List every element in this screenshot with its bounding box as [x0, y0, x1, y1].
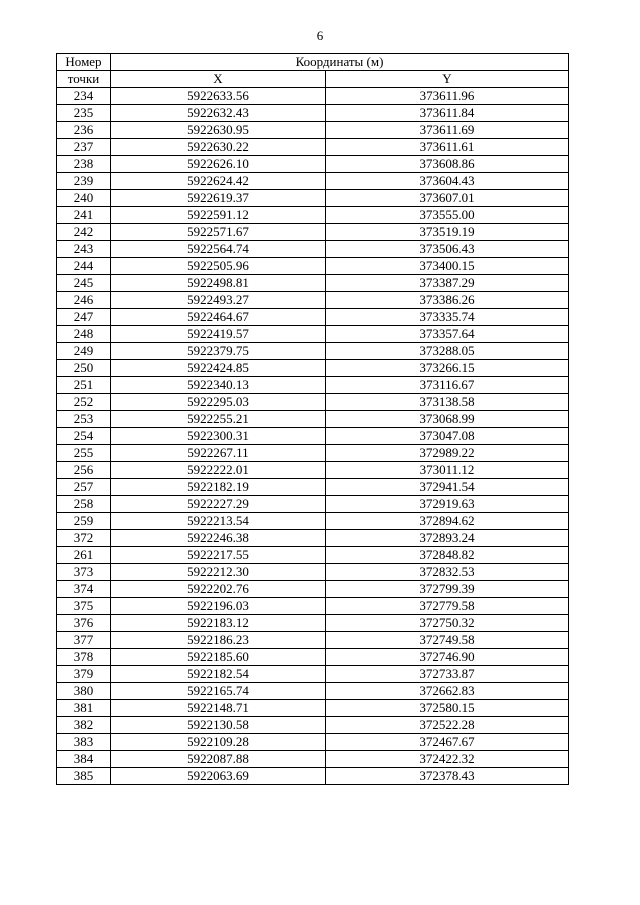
x-coordinate-cell: 5922624.42 [111, 173, 326, 190]
point-number-cell: 378 [57, 649, 111, 666]
point-number-cell: 234 [57, 88, 111, 105]
table-row [57, 530, 569, 547]
x-coordinate-cell: 5922182.54 [111, 666, 326, 683]
y-coordinate-cell: 372378.43 [326, 768, 569, 785]
y-coordinate-cell: 373611.84 [326, 105, 569, 122]
point-number-cell: 252 [57, 394, 111, 411]
y-coordinate-cell: 372522.28 [326, 717, 569, 734]
point-number-cell: 257 [57, 479, 111, 496]
x-coordinate-cell: 5922464.67 [111, 309, 326, 326]
x-coordinate-cell: 5922212.30 [111, 564, 326, 581]
x-coordinate-cell: 5922217.55 [111, 547, 326, 564]
point-number-cell: 248 [57, 326, 111, 343]
point-number-cell: 242 [57, 224, 111, 241]
table-body [57, 88, 569, 785]
point-number-cell: 249 [57, 343, 111, 360]
x-coordinate-cell: 5922186.23 [111, 632, 326, 649]
x-coordinate-cell: 5922505.96 [111, 258, 326, 275]
point-number-cell: 384 [57, 751, 111, 768]
table-row [57, 139, 569, 156]
point-number-cell: 374 [57, 581, 111, 598]
x-coordinate-cell: 5922419.57 [111, 326, 326, 343]
table-row [57, 122, 569, 139]
y-coordinate-cell: 373335.74 [326, 309, 569, 326]
y-coordinate-cell: 373288.05 [326, 343, 569, 360]
table-row [57, 564, 569, 581]
y-coordinate-cell: 372848.82 [326, 547, 569, 564]
table-row [57, 445, 569, 462]
y-coordinate-cell: 373047.08 [326, 428, 569, 445]
x-coordinate-cell: 5922626.10 [111, 156, 326, 173]
y-coordinate-cell: 372893.24 [326, 530, 569, 547]
x-coordinate-cell: 5922571.67 [111, 224, 326, 241]
x-coordinate-cell: 5922183.12 [111, 615, 326, 632]
y-coordinate-cell: 373611.69 [326, 122, 569, 139]
x-coordinate-cell: 5922255.21 [111, 411, 326, 428]
table-row [57, 734, 569, 751]
y-coordinate-cell: 373386.26 [326, 292, 569, 309]
table-row [57, 615, 569, 632]
coordinates-table [56, 53, 569, 785]
table-row [57, 173, 569, 190]
y-coordinate-cell: 373519.19 [326, 224, 569, 241]
table-row [57, 513, 569, 530]
point-number-cell: 244 [57, 258, 111, 275]
x-coordinate-cell: 5922109.28 [111, 734, 326, 751]
point-number-cell: 253 [57, 411, 111, 428]
y-coordinate-cell: 372799.39 [326, 581, 569, 598]
y-coordinate-cell: 373116.67 [326, 377, 569, 394]
table-row [57, 224, 569, 241]
point-number-cell: 247 [57, 309, 111, 326]
table-row [57, 768, 569, 785]
table-row [57, 598, 569, 615]
table-row [57, 581, 569, 598]
point-number-cell: 245 [57, 275, 111, 292]
point-number-cell: 375 [57, 598, 111, 615]
table-row [57, 496, 569, 513]
y-coordinate-cell: 373555.00 [326, 207, 569, 224]
point-number-cell: 373 [57, 564, 111, 581]
y-coordinate-cell: 373011.12 [326, 462, 569, 479]
y-coordinate-cell: 373611.61 [326, 139, 569, 156]
y-coordinate-cell: 373387.29 [326, 275, 569, 292]
point-number-cell: 381 [57, 700, 111, 717]
y-coordinate-cell: 373608.86 [326, 156, 569, 173]
table-row [57, 309, 569, 326]
table-row [57, 547, 569, 564]
point-number-cell: 383 [57, 734, 111, 751]
y-coordinate-cell: 373506.43 [326, 241, 569, 258]
table-row [57, 190, 569, 207]
header-coordinates: Координаты (м) [111, 54, 569, 71]
y-coordinate-cell: 372749.58 [326, 632, 569, 649]
table-row [57, 377, 569, 394]
point-number-cell: 238 [57, 156, 111, 173]
x-coordinate-cell: 5922591.12 [111, 207, 326, 224]
point-number-cell: 250 [57, 360, 111, 377]
point-number-cell: 239 [57, 173, 111, 190]
x-coordinate-cell: 5922202.76 [111, 581, 326, 598]
y-coordinate-cell: 373400.15 [326, 258, 569, 275]
x-coordinate-cell: 5922087.88 [111, 751, 326, 768]
point-number-cell: 382 [57, 717, 111, 734]
header-point-line2: точки [57, 71, 111, 88]
x-coordinate-cell: 5922267.11 [111, 445, 326, 462]
y-coordinate-cell: 372989.22 [326, 445, 569, 462]
point-number-cell: 376 [57, 615, 111, 632]
x-coordinate-cell: 5922630.95 [111, 122, 326, 139]
y-coordinate-cell: 372733.87 [326, 666, 569, 683]
page-number: 6 [316, 28, 324, 43]
header-y: Y [326, 71, 569, 88]
x-coordinate-cell: 5922063.69 [111, 768, 326, 785]
y-coordinate-cell: 373604.43 [326, 173, 569, 190]
x-coordinate-cell: 5922630.22 [111, 139, 326, 156]
x-coordinate-cell: 5922227.29 [111, 496, 326, 513]
point-number-cell: 377 [57, 632, 111, 649]
table-row [57, 649, 569, 666]
y-coordinate-cell: 372467.67 [326, 734, 569, 751]
x-coordinate-cell: 5922182.19 [111, 479, 326, 496]
y-coordinate-cell: 373357.64 [326, 326, 569, 343]
table-row [57, 275, 569, 292]
y-coordinate-cell: 372750.32 [326, 615, 569, 632]
y-coordinate-cell: 372919.63 [326, 496, 569, 513]
table-row [57, 207, 569, 224]
y-coordinate-cell: 373607.01 [326, 190, 569, 207]
point-number-cell: 380 [57, 683, 111, 700]
header-x: X [111, 71, 326, 88]
x-coordinate-cell: 5922564.74 [111, 241, 326, 258]
table-row [57, 394, 569, 411]
point-number-cell: 235 [57, 105, 111, 122]
point-number-cell: 254 [57, 428, 111, 445]
y-coordinate-cell: 372422.32 [326, 751, 569, 768]
y-coordinate-cell: 372580.15 [326, 700, 569, 717]
y-coordinate-cell: 372662.83 [326, 683, 569, 700]
table-row [57, 683, 569, 700]
table-row [57, 360, 569, 377]
table-row [57, 343, 569, 360]
x-coordinate-cell: 5922498.81 [111, 275, 326, 292]
x-coordinate-cell: 5922222.01 [111, 462, 326, 479]
point-number-cell: 246 [57, 292, 111, 309]
point-number-cell: 385 [57, 768, 111, 785]
x-coordinate-cell: 5922300.31 [111, 428, 326, 445]
point-number-cell: 240 [57, 190, 111, 207]
x-coordinate-cell: 5922619.37 [111, 190, 326, 207]
point-number-cell: 236 [57, 122, 111, 139]
point-number-cell: 258 [57, 496, 111, 513]
point-number-cell: 237 [57, 139, 111, 156]
x-coordinate-cell: 5922633.56 [111, 88, 326, 105]
y-coordinate-cell: 373611.96 [326, 88, 569, 105]
table-row [57, 717, 569, 734]
x-coordinate-cell: 5922379.75 [111, 343, 326, 360]
point-number-cell: 259 [57, 513, 111, 530]
table-row [57, 751, 569, 768]
y-coordinate-cell: 372941.54 [326, 479, 569, 496]
x-coordinate-cell: 5922213.54 [111, 513, 326, 530]
point-number-cell: 241 [57, 207, 111, 224]
table-row [57, 258, 569, 275]
table-row [57, 88, 569, 105]
y-coordinate-cell: 372746.90 [326, 649, 569, 666]
x-coordinate-cell: 5922424.85 [111, 360, 326, 377]
point-number-cell: 372 [57, 530, 111, 547]
table-row [57, 241, 569, 258]
x-coordinate-cell: 5922196.03 [111, 598, 326, 615]
y-coordinate-cell: 373266.15 [326, 360, 569, 377]
table-row [57, 666, 569, 683]
y-coordinate-cell: 373138.58 [326, 394, 569, 411]
y-coordinate-cell: 372894.62 [326, 513, 569, 530]
x-coordinate-cell: 5922130.58 [111, 717, 326, 734]
table-row [57, 428, 569, 445]
table-row [57, 326, 569, 343]
x-coordinate-cell: 5922295.03 [111, 394, 326, 411]
point-number-cell: 255 [57, 445, 111, 462]
x-coordinate-cell: 5922632.43 [111, 105, 326, 122]
x-coordinate-cell: 5922185.60 [111, 649, 326, 666]
point-number-cell: 256 [57, 462, 111, 479]
x-coordinate-cell: 5922165.74 [111, 683, 326, 700]
x-coordinate-cell: 5922340.13 [111, 377, 326, 394]
y-coordinate-cell: 372832.53 [326, 564, 569, 581]
point-number-cell: 379 [57, 666, 111, 683]
x-coordinate-cell: 5922493.27 [111, 292, 326, 309]
table-row [57, 105, 569, 122]
table-row [57, 479, 569, 496]
header-point-number [57, 54, 111, 71]
point-number-cell: 261 [57, 547, 111, 564]
table-row [57, 156, 569, 173]
table-row [57, 632, 569, 649]
y-coordinate-cell: 373068.99 [326, 411, 569, 428]
table-row [57, 700, 569, 717]
y-coordinate-cell: 372779.58 [326, 598, 569, 615]
point-number-cell: 243 [57, 241, 111, 258]
header-point-line1: Номер [65, 54, 102, 69]
table-row [57, 292, 569, 309]
point-number-cell: 251 [57, 377, 111, 394]
x-coordinate-cell: 5922246.38 [111, 530, 326, 547]
table-row [57, 411, 569, 428]
x-coordinate-cell: 5922148.71 [111, 700, 326, 717]
table-row [57, 462, 569, 479]
